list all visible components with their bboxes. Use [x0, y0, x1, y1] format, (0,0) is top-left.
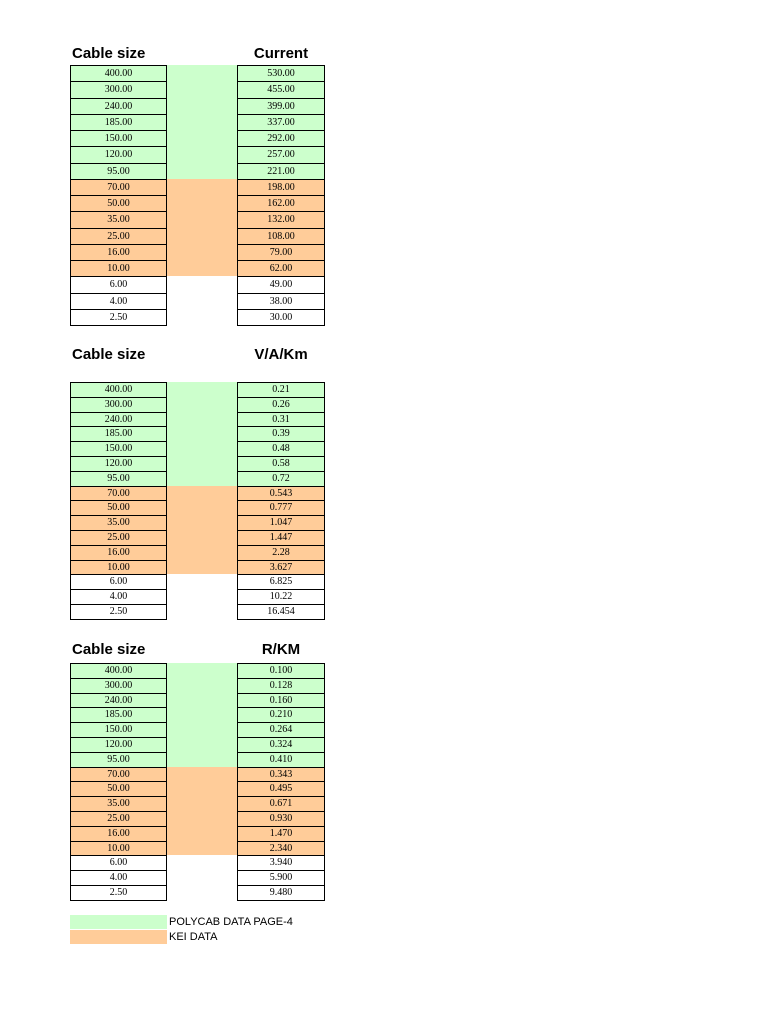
cable-size-cell[interactable]: 70.00 — [71, 767, 167, 782]
table-row — [71, 82, 167, 98]
cable-size-cell[interactable]: 50.00 — [71, 501, 167, 516]
table-row — [71, 114, 167, 130]
resistance-value-cell[interactable]: 0.100 — [238, 664, 325, 679]
table-row — [71, 442, 167, 457]
cable-size-cell[interactable]: 6.00 — [71, 277, 167, 293]
table-row — [71, 486, 167, 501]
resistance-value-cell[interactable]: 0.930 — [238, 811, 325, 826]
cable-size-cell[interactable]: 10.00 — [71, 261, 167, 277]
voltage-drop-value-cell[interactable]: 0.21 — [238, 383, 325, 398]
voltage-drop-column — [237, 382, 325, 620]
cable-size-column — [70, 663, 167, 901]
cable-size-cell[interactable]: 2.50 — [71, 885, 167, 900]
current-value-cell[interactable]: 221.00 — [238, 163, 325, 179]
legend-label: KEI DATA — [169, 931, 218, 943]
table-row — [71, 693, 167, 708]
table-row — [238, 442, 325, 457]
resistance-column — [237, 663, 325, 901]
current-header: Current — [253, 45, 309, 62]
cable-size-cell[interactable]: 120.00 — [71, 147, 167, 163]
cable-size-header: Cable size — [72, 346, 146, 363]
current-column — [237, 65, 325, 326]
current-value-cell[interactable]: 132.00 — [238, 212, 325, 228]
table-row — [71, 397, 167, 412]
table-row — [238, 293, 325, 309]
cable-size-cell[interactable]: 50.00 — [71, 782, 167, 797]
cable-size-cell[interactable]: 16.00 — [71, 244, 167, 260]
table-row — [71, 797, 167, 812]
table-row — [238, 856, 325, 871]
table-row — [71, 664, 167, 679]
cable-size-header: Cable size — [72, 641, 146, 658]
voltage-drop-value-cell[interactable]: 0.48 — [238, 442, 325, 457]
voltage-drop-value-cell[interactable]: 1.047 — [238, 516, 325, 531]
table-row — [238, 501, 325, 516]
table-row — [238, 163, 325, 179]
cable-size-cell[interactable]: 6.00 — [71, 575, 167, 590]
table-row — [238, 244, 325, 260]
cable-size-cell[interactable]: 240.00 — [71, 693, 167, 708]
table-row — [71, 501, 167, 516]
cable-size-cell[interactable]: 70.00 — [71, 179, 167, 195]
table-row — [238, 456, 325, 471]
table-row — [238, 797, 325, 812]
table-row — [238, 114, 325, 130]
table-row — [71, 261, 167, 277]
resistance-value-cell[interactable]: 0.264 — [238, 723, 325, 738]
resistance-value-cell[interactable]: 1.470 — [238, 826, 325, 841]
resistance-value-cell[interactable]: 0.210 — [238, 708, 325, 723]
table-row — [71, 456, 167, 471]
voltage-drop-value-cell[interactable]: 3.627 — [238, 560, 325, 575]
table-row — [71, 841, 167, 856]
table-row — [238, 383, 325, 398]
table-row — [71, 782, 167, 797]
cable-size-cell[interactable]: 185.00 — [71, 427, 167, 442]
table-row — [71, 131, 167, 147]
cable-size-cell[interactable]: 25.00 — [71, 228, 167, 244]
resistance-value-cell[interactable]: 5.900 — [238, 871, 325, 886]
table-row — [71, 767, 167, 782]
cable-size-cell[interactable]: 400.00 — [71, 66, 167, 82]
voltage-drop-value-cell[interactable]: 0.72 — [238, 471, 325, 486]
cable-size-cell[interactable]: 95.00 — [71, 163, 167, 179]
table-row — [71, 516, 167, 531]
cable-size-cell[interactable]: 185.00 — [71, 708, 167, 723]
table-row — [71, 309, 167, 325]
table-row — [71, 277, 167, 293]
voltage-drop-value-cell[interactable]: 2.28 — [238, 545, 325, 560]
table-row — [71, 678, 167, 693]
green-group-band — [167, 382, 237, 486]
table-row — [71, 147, 167, 163]
table-row — [238, 664, 325, 679]
current-value-cell[interactable]: 62.00 — [238, 261, 325, 277]
cable-size-cell[interactable]: 240.00 — [71, 98, 167, 114]
cable-size-cell[interactable]: 2.50 — [71, 309, 167, 325]
table-row — [238, 412, 325, 427]
legend-swatch-green — [70, 915, 167, 929]
table-row — [238, 98, 325, 114]
resistance-value-cell[interactable]: 9.480 — [238, 885, 325, 900]
table-row — [71, 871, 167, 886]
voltage-drop-value-cell[interactable]: 0.777 — [238, 501, 325, 516]
table-row — [71, 811, 167, 826]
resistance-value-cell[interactable]: 2.340 — [238, 841, 325, 856]
current-value-cell[interactable]: 49.00 — [238, 277, 325, 293]
cable-size-cell[interactable]: 35.00 — [71, 797, 167, 812]
cable-size-cell[interactable]: 150.00 — [71, 131, 167, 147]
table-row — [238, 782, 325, 797]
table-row — [71, 856, 167, 871]
current-value-cell[interactable]: 292.00 — [238, 131, 325, 147]
cable-size-column — [70, 65, 167, 326]
table-row — [238, 397, 325, 412]
resistance-value-cell[interactable]: 0.128 — [238, 678, 325, 693]
cable-size-cell[interactable]: 6.00 — [71, 856, 167, 871]
table-row — [71, 98, 167, 114]
table-row — [238, 560, 325, 575]
table-row — [238, 841, 325, 856]
table-row — [238, 575, 325, 590]
resistance-value-cell[interactable]: 0.410 — [238, 752, 325, 767]
table-row — [71, 383, 167, 398]
table-row — [238, 212, 325, 228]
table-row — [238, 196, 325, 212]
cable-size-cell[interactable]: 70.00 — [71, 486, 167, 501]
cable-size-cell[interactable]: 300.00 — [71, 397, 167, 412]
legend-item — [70, 915, 310, 929]
table-row — [71, 826, 167, 841]
cable-size-cell[interactable]: 50.00 — [71, 196, 167, 212]
table-row — [71, 163, 167, 179]
cable-size-cell[interactable]: 35.00 — [71, 516, 167, 531]
table-row — [71, 471, 167, 486]
table-row — [238, 82, 325, 98]
table-row — [238, 228, 325, 244]
table-row — [71, 708, 167, 723]
cable-size-header: Cable size — [72, 45, 146, 62]
table-row — [238, 147, 325, 163]
current-value-cell[interactable]: 30.00 — [238, 309, 325, 325]
cable-size-cell[interactable]: 10.00 — [71, 841, 167, 856]
cable-size-cell[interactable]: 120.00 — [71, 737, 167, 752]
table-row — [238, 261, 325, 277]
table-row — [238, 826, 325, 841]
cable-size-cell[interactable]: 10.00 — [71, 560, 167, 575]
legend-swatch-orange — [70, 930, 167, 944]
current-value-cell[interactable]: 79.00 — [238, 244, 325, 260]
cable-size-cell[interactable]: 25.00 — [71, 811, 167, 826]
table-row — [238, 737, 325, 752]
current-value-cell[interactable]: 455.00 — [238, 82, 325, 98]
cable-size-cell[interactable]: 120.00 — [71, 456, 167, 471]
cable-size-cell[interactable]: 95.00 — [71, 471, 167, 486]
cable-size-cell[interactable]: 4.00 — [71, 871, 167, 886]
table-row — [238, 871, 325, 886]
cable-size-column — [70, 382, 167, 620]
table-row — [238, 66, 325, 82]
cable-size-cell[interactable]: 300.00 — [71, 678, 167, 693]
table-row — [71, 885, 167, 900]
current-value-cell[interactable]: 38.00 — [238, 293, 325, 309]
current-value-cell[interactable]: 162.00 — [238, 196, 325, 212]
table-row — [238, 604, 325, 619]
cable-size-cell[interactable]: 25.00 — [71, 530, 167, 545]
table-row — [71, 228, 167, 244]
current-value-cell[interactable]: 337.00 — [238, 114, 325, 130]
green-group-band — [167, 65, 237, 179]
voltage-drop-value-cell[interactable]: 1.447 — [238, 530, 325, 545]
orange-group-band — [167, 767, 237, 856]
voltage-drop-value-cell[interactable]: 0.543 — [238, 486, 325, 501]
cable-size-cell[interactable]: 95.00 — [71, 752, 167, 767]
table-row — [71, 575, 167, 590]
table-row — [71, 196, 167, 212]
table-row — [238, 179, 325, 195]
table-row — [71, 545, 167, 560]
table-row — [238, 885, 325, 900]
table-row — [238, 309, 325, 325]
current-value-cell[interactable]: 108.00 — [238, 228, 325, 244]
table-row — [238, 545, 325, 560]
table-row — [71, 723, 167, 738]
table-row — [71, 560, 167, 575]
table-row — [71, 212, 167, 228]
current-value-cell[interactable]: 198.00 — [238, 179, 325, 195]
voltage-drop-value-cell[interactable]: 16.454 — [238, 604, 325, 619]
table-row — [71, 293, 167, 309]
resistance-header: R/KM — [261, 641, 301, 658]
voltage-drop-value-cell[interactable]: 0.31 — [238, 412, 325, 427]
resistance-value-cell[interactable]: 0.495 — [238, 782, 325, 797]
table-row — [238, 131, 325, 147]
table-row — [238, 427, 325, 442]
table-row — [238, 471, 325, 486]
resistance-value-cell[interactable]: 0.324 — [238, 737, 325, 752]
cable-size-cell[interactable]: 400.00 — [71, 383, 167, 398]
table-row — [71, 752, 167, 767]
cable-size-cell[interactable]: 4.00 — [71, 293, 167, 309]
table-row — [238, 678, 325, 693]
cable-size-cell[interactable]: 16.00 — [71, 826, 167, 841]
voltage-drop-value-cell[interactable]: 0.58 — [238, 456, 325, 471]
cable-size-cell[interactable]: 185.00 — [71, 114, 167, 130]
table-row — [71, 590, 167, 605]
table-row — [238, 708, 325, 723]
orange-group-band — [167, 486, 237, 575]
resistance-value-cell[interactable]: 0.343 — [238, 767, 325, 782]
cable-size-cell[interactable]: 300.00 — [71, 82, 167, 98]
current-value-cell[interactable]: 257.00 — [238, 147, 325, 163]
current-value-cell[interactable]: 530.00 — [238, 66, 325, 82]
table-row — [238, 752, 325, 767]
cable-size-cell[interactable]: 16.00 — [71, 545, 167, 560]
resistance-value-cell[interactable]: 0.671 — [238, 797, 325, 812]
table-row — [238, 723, 325, 738]
table-row — [238, 590, 325, 605]
resistance-value-cell[interactable]: 3.940 — [238, 856, 325, 871]
cable-size-cell[interactable]: 4.00 — [71, 590, 167, 605]
table-row — [238, 486, 325, 501]
cable-size-cell[interactable]: 240.00 — [71, 412, 167, 427]
cable-size-cell[interactable]: 400.00 — [71, 664, 167, 679]
voltage-drop-header: V/A/Km — [254, 346, 308, 363]
voltage-drop-value-cell[interactable]: 6.825 — [238, 575, 325, 590]
table-row — [71, 66, 167, 82]
table-row — [71, 530, 167, 545]
green-group-band — [167, 663, 237, 767]
table-row — [238, 530, 325, 545]
table-row — [238, 516, 325, 531]
voltage-drop-value-cell[interactable]: 0.39 — [238, 427, 325, 442]
voltage-drop-value-cell[interactable]: 0.26 — [238, 397, 325, 412]
table-row — [71, 604, 167, 619]
table-row — [238, 277, 325, 293]
cable-size-cell[interactable]: 35.00 — [71, 212, 167, 228]
table-row — [71, 179, 167, 195]
table-row — [238, 693, 325, 708]
table-row — [238, 811, 325, 826]
table-row — [71, 427, 167, 442]
table-row — [71, 412, 167, 427]
table-row — [71, 244, 167, 260]
table-row — [71, 737, 167, 752]
legend-item — [70, 930, 310, 944]
table-row — [238, 767, 325, 782]
orange-group-band — [167, 179, 237, 277]
resistance-value-cell[interactable]: 0.160 — [238, 693, 325, 708]
legend-label: POLYCAB DATA PAGE-4 — [169, 916, 293, 928]
cable-size-cell[interactable]: 150.00 — [71, 442, 167, 457]
cable-size-cell[interactable]: 150.00 — [71, 723, 167, 738]
voltage-drop-value-cell[interactable]: 10.22 — [238, 590, 325, 605]
cable-size-cell[interactable]: 2.50 — [71, 604, 167, 619]
current-value-cell[interactable]: 399.00 — [238, 98, 325, 114]
